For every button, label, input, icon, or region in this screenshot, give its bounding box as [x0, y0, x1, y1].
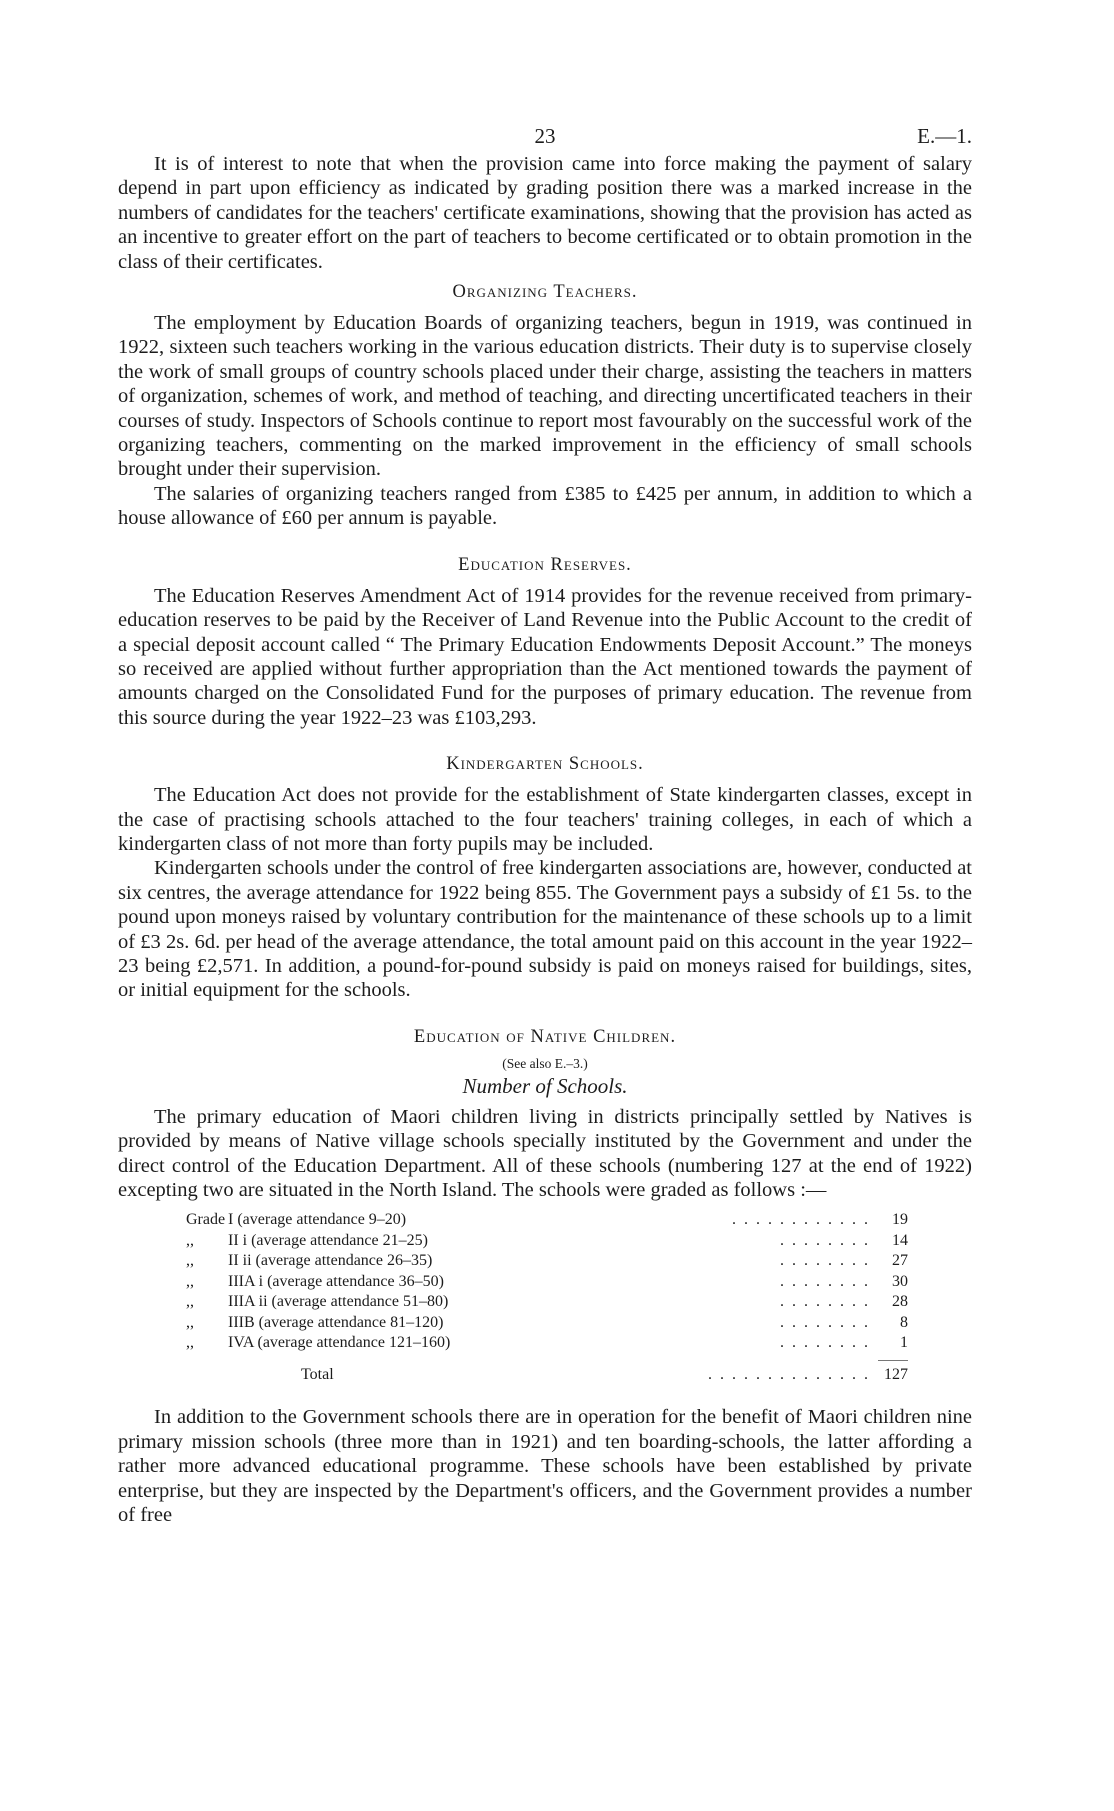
table-row: [186, 1292, 908, 1313]
total-label: Total: [301, 1365, 334, 1383]
grade-label: II i (average attendance 21–25): [228, 1231, 428, 1249]
closing-paragraph: In addition to the Government schools there are in operation for the benefit of Maori children nine primary mission schools (three more than in 1921) and ten boarding-schools, the latter affording a rather more advanced educational programme. These schools have been established by private enterprise, but they are inspected by the Department's officers, and the Government provides a number of free: [118, 1406, 972, 1527]
grade-label: IIIB (average attendance 81–120): [228, 1313, 444, 1331]
organizing-paragraph-1: The employment by Education Boards of organizing teachers, begun in 1919, was continued in 1922, sixteen such teachers working in the various education districts. Their duty is to supervise closely the work of small groups of country schools placed under their charge, assisting the teachers in matters of organization, schemes of work, and method of teaching, and directing uncertificated teachers in their courses of study. Inspectors of Schools continue to report most favourably on the successful work of the organizing teachers, commenting on the marked improvement in the efficiency of small schools brought under their supervision.: [118, 312, 972, 481]
leader-dots: . . . . . . . .: [780, 1313, 870, 1331]
grade-label: IVA (average attendance 121–160): [228, 1334, 451, 1352]
grade-table: [186, 1210, 908, 1385]
table-row: [186, 1231, 908, 1252]
leader-dots: . . . . . . . . . . . . . .: [708, 1365, 870, 1383]
table-row: [186, 1313, 908, 1334]
document-code: E.—1.: [917, 124, 972, 148]
grade-prefix: ,,: [186, 1231, 194, 1249]
grade-label: IIIA i (average attendance 36–50): [228, 1272, 444, 1290]
page-number: 23: [534, 124, 556, 148]
grade-label: II ii (average attendance 26–35): [228, 1252, 433, 1270]
table-row: [186, 1210, 908, 1231]
leader-dots: . . . . . . . .: [780, 1334, 870, 1352]
page-header: [118, 118, 972, 152]
subheading-number-of-schools: Number of Schools.: [462, 1073, 628, 1098]
grade-count: 19: [892, 1211, 908, 1229]
grade-prefix: ,,: [186, 1272, 194, 1290]
grade-prefix: Grade: [186, 1211, 226, 1229]
leader-dots: . . . . . . . .: [780, 1272, 870, 1290]
grade-prefix: ,,: [186, 1313, 194, 1331]
document-page: [118, 118, 972, 1527]
heading-education-reserves: Education Reserves.: [458, 554, 632, 575]
grade-count: 8: [900, 1313, 908, 1331]
reserves-paragraph: The Education Reserves Amendment Act of 1914 provides for the revenue received from primary-education reserves to be paid by the Receiver of Land Revenue into the Public Account to the credit of a special deposit account called “ The Primary Education Endowments Deposit Account.” The moneys so received are applied without further appropriation than the Act mentioned towards the payment of amounts charged on the Consolidated Fund for the purposes of primary education. The revenue from this source during the year 1922–23 was £103,293.: [118, 584, 972, 729]
grade-count: 30: [892, 1272, 908, 1290]
total-row: [186, 1365, 908, 1386]
native-paragraph: The primary education of Maori children living in districts principally settled by Natives is provided by means of Native village schools specially instituted by the Government and under the direct control of the Education Department. All of these schools (numbering 127 at the end of 1922) excepting two are situated in the North Island. The schools were graded as follows :—: [118, 1105, 972, 1201]
grade-count: 14: [892, 1231, 908, 1249]
leader-dots: . . . . . . . .: [780, 1293, 870, 1311]
grade-label: I (average attendance 9–20): [228, 1211, 407, 1229]
intro-paragraph: It is of interest to note that when the provision came into force making the payment of salary depend in part upon efficiency as indicated by grading position there was a marked increase in the numbers of candidates for the teachers' certificate examinations, showing that the provision has acted as an incentive to greater effort on the part of teachers to become certificated or to obtain promotion in the class of their certificates.: [118, 153, 972, 273]
table-row: [186, 1251, 908, 1272]
table-row: [186, 1272, 908, 1293]
heading-native-children: Education of Native Children.: [413, 1026, 677, 1047]
grade-count: 28: [892, 1293, 908, 1311]
leader-dots: . . . . . . . . . . . .: [732, 1211, 870, 1229]
leader-dots: . . . . . . . .: [780, 1252, 870, 1270]
grade-count: 27: [892, 1252, 908, 1270]
grade-label: IIIA ii (average attendance 51–80): [228, 1293, 449, 1311]
total-count: 127: [884, 1365, 908, 1383]
kindergarten-paragraph-1: The Education Act does not provide for the establishment of State kindergarten classes, except in the case of practising schools attached to the four teachers' training colleges, in each of which a kindergarten class of not more than forty pupils may be included.: [118, 784, 972, 855]
grade-count: 1: [900, 1334, 908, 1352]
organizing-paragraph-2: The salaries of organizing teachers ranged from £385 to £425 per annum, in addition to which a house allowance of £60 per annum is payable.: [118, 482, 972, 530]
grade-prefix: ,,: [186, 1293, 194, 1311]
table-row: [186, 1333, 908, 1354]
leader-dots: . . . . . . . .: [780, 1231, 870, 1249]
heading-kindergarten-schools: Kindergarten Schools.: [446, 754, 644, 775]
kindergarten-paragraph-2: Kindergarten schools under the control of free kindergarten associations are, however, conducted at six centres, the average attendance for 1922 being 855. The Government pays a subsidy of £1 5s. to the pound upon moneys raised by voluntary contribution for the maintenance of these schools up to a limit of £3 2s. 6d. per head of the average attendance, the total amount paid on this account in the year 1922–23 being £2,571. In addition, a pound-for-pound subsidy is paid on moneys raised for buildings, sites, or initial equipment for the schools.: [118, 857, 972, 1002]
grade-prefix: ,,: [186, 1334, 194, 1352]
total-rule: [878, 1360, 908, 1361]
grade-prefix: ,,: [186, 1252, 194, 1270]
see-also-note: (See also E.–3.): [502, 1055, 588, 1071]
heading-organizing-teachers: Organizing Teachers.: [452, 282, 638, 303]
